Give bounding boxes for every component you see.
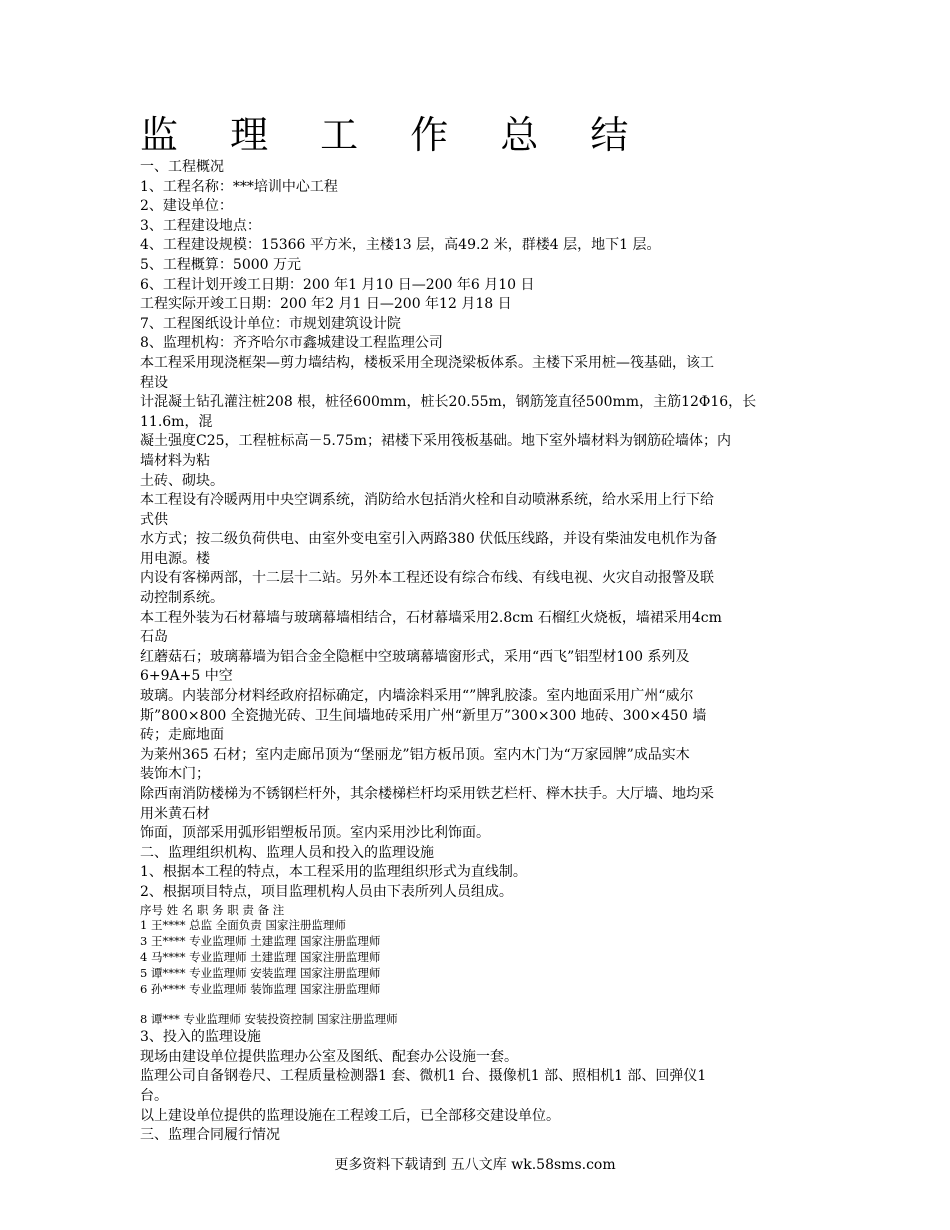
- text-line: 1、根据本工程的特点，本工程采用的监理组织形式为直线制。: [140, 864, 527, 881]
- text-line: 动控制系统。: [140, 590, 224, 607]
- text-line: 程设: [140, 374, 168, 391]
- text-line: 6、工程计划开竣工日期：200 年1 月10 日—200 年6 月10 日: [140, 276, 535, 293]
- text-line: 除西南消防楼梯为不锈钢栏杆外，其余楼梯栏杆均采用铁艺栏杆、榉木扶手。大厅墙、地均采: [140, 786, 714, 802]
- text-line: 斯”800×800 全瓷抛光砖、卫生间墙地砖采用广州“新里万”300×300 地砖、300×450 墙: [140, 707, 707, 724]
- text-line: 玻璃。内装部分材料经政府招标确定，内墙涂料采用“”牌乳胶漆。室内地面采用广州“威尔: [140, 688, 694, 705]
- text-line: 现场由建设单位提供监理办公室及图纸、配套办公设施一套。: [140, 1048, 518, 1065]
- table-row: 5 谭**** 专业监理师 安装监理 国家注册监理师: [140, 965, 381, 980]
- text-line: 1、工程名称：***培训中心工程: [140, 178, 338, 195]
- text-line: 5、工程概算：5000 万元: [140, 256, 301, 273]
- text-line: 二、监理组织机构、监理人员和投入的监理设施: [140, 844, 434, 861]
- text-line: 石岛: [140, 629, 168, 646]
- body-lines-after: [140, 1028, 815, 1146]
- text-line: 3、投入的监理设施: [140, 1029, 261, 1046]
- text-line: 4、工程建设规模：15366 平方米，主楼13 层，高49.2 米，群楼4 层，地下1 层。: [140, 237, 661, 254]
- text-line: 水方式；按二级负荷供电、由室外变电室引入两路380 伏低压线路，并设有柴油发电机作为备: [140, 531, 718, 548]
- text-line: 本工程外装为石材幕墙与玻璃幕墙相结合，石材幕墙采用2.8cm 石榴红火烧板，墙裙采用4cm: [140, 609, 722, 626]
- text-line: 监理公司自备钢卷尺、工程质量检测器1 套、微机1 台、摄像机1 部、照相机1 部、回弹仪1: [140, 1068, 707, 1085]
- text-line: 工程实际开竣工日期：200 年2 月1 日—200 年12 月18 日: [140, 296, 512, 313]
- table-row: 8 谭*** 专业监理师 安装投资控制 国家注册监理师: [140, 1012, 398, 1027]
- table-row: 6 孙**** 专业监理师 装饰监理 国家注册监理师: [140, 981, 381, 996]
- table-gap: [140, 997, 815, 1012]
- text-line: 7、工程图纸设计单位：市规划建筑设计院: [140, 315, 401, 332]
- text-line: 土砖、砌块。: [140, 472, 224, 489]
- text-line: 本工程采用现浇框架—剪力墙结构，楼板采用全现浇梁板体系。主楼下采用桩—筏基础，该工: [140, 354, 714, 371]
- text-line: 为莱州365 石材；室内走廊吊顶为“堡丽龙”铝方板吊顶。室内木门为“万家园牌”成品实木: [140, 746, 690, 763]
- text-line: 内设有客梯两部，十二层十二站。另外本工程还设有综合布线、有线电视、火灾自动报警及联: [140, 570, 714, 587]
- text-line: 用米黄石材: [140, 805, 210, 822]
- footer-note: 更多资料下载请到 五八文库 wk.58sms.com: [334, 1157, 616, 1173]
- text-line: 计混凝土钻孔灌注桩208 根，桩径600mm，桩长20.55m，钢筋笼直径500mm，主筋12Φ16，长: [140, 394, 757, 411]
- text-line: 11.6m，混: [140, 413, 213, 430]
- document-title: 监 理 工 作 总 结: [140, 113, 649, 157]
- text-line: 墙材料为粘: [140, 452, 210, 469]
- document-page: [140, 112, 815, 1146]
- body-lines: [140, 158, 815, 903]
- text-line: 6+9A+5 中空: [140, 668, 233, 685]
- text-line: 2、建设单位：: [140, 198, 233, 215]
- text-line: 以上建设单位提供的监理设施在工程竣工后，已全部移交建设单位。: [140, 1107, 560, 1124]
- text-line: 装饰木门；: [140, 766, 210, 783]
- text-line: 8、监理机构：齐齐哈尔市鑫城建设工程监理公司: [140, 335, 443, 352]
- table-row: 4 马**** 专业监理师 土建监理 国家注册监理师: [140, 949, 381, 964]
- text-line: 本工程设有冷暖两用中央空调系统，消防给水包括消火栓和自动喷淋系统，给水采用上行下给: [140, 492, 714, 509]
- table-row: 3 王**** 专业监理师 土建监理 国家注册监理师: [140, 934, 381, 949]
- text-line: 式供: [140, 511, 168, 528]
- text-line: 台。: [140, 1087, 168, 1104]
- text-line: 用电源。楼: [140, 550, 210, 567]
- staff-table: [140, 903, 815, 1029]
- text-line: 红蘑菇石；玻璃幕墙为铝合金全隐框中空玻璃幕墙窗形式，采用“西飞”铝型材100 系列及: [140, 648, 690, 665]
- text-line: 砖；走廊地面: [140, 727, 224, 744]
- text-line: 凝土强度C25，工程桩标高－5.75m；裙楼下采用筏板基础。地下室外墙材料为钢筋砼墙体；内: [140, 433, 731, 450]
- text-line: 饰面，顶部采用弧形铝塑板吊顶。室内采用沙比利饰面。: [140, 825, 490, 842]
- text-line: 3、工程建设地点：: [140, 217, 261, 234]
- text-line: 一、工程概况: [140, 159, 224, 175]
- text-line: 三、监理合同履行情况: [140, 1127, 280, 1144]
- table-row: 1 王**** 总监 全面负责 国家注册监理师: [140, 918, 346, 933]
- text-line: 2、根据项目特点，项目监理机构人员由下表所列人员组成。: [140, 883, 513, 900]
- table-header: 序号 姓 名 职 务 职 责 备 注: [140, 902, 285, 917]
